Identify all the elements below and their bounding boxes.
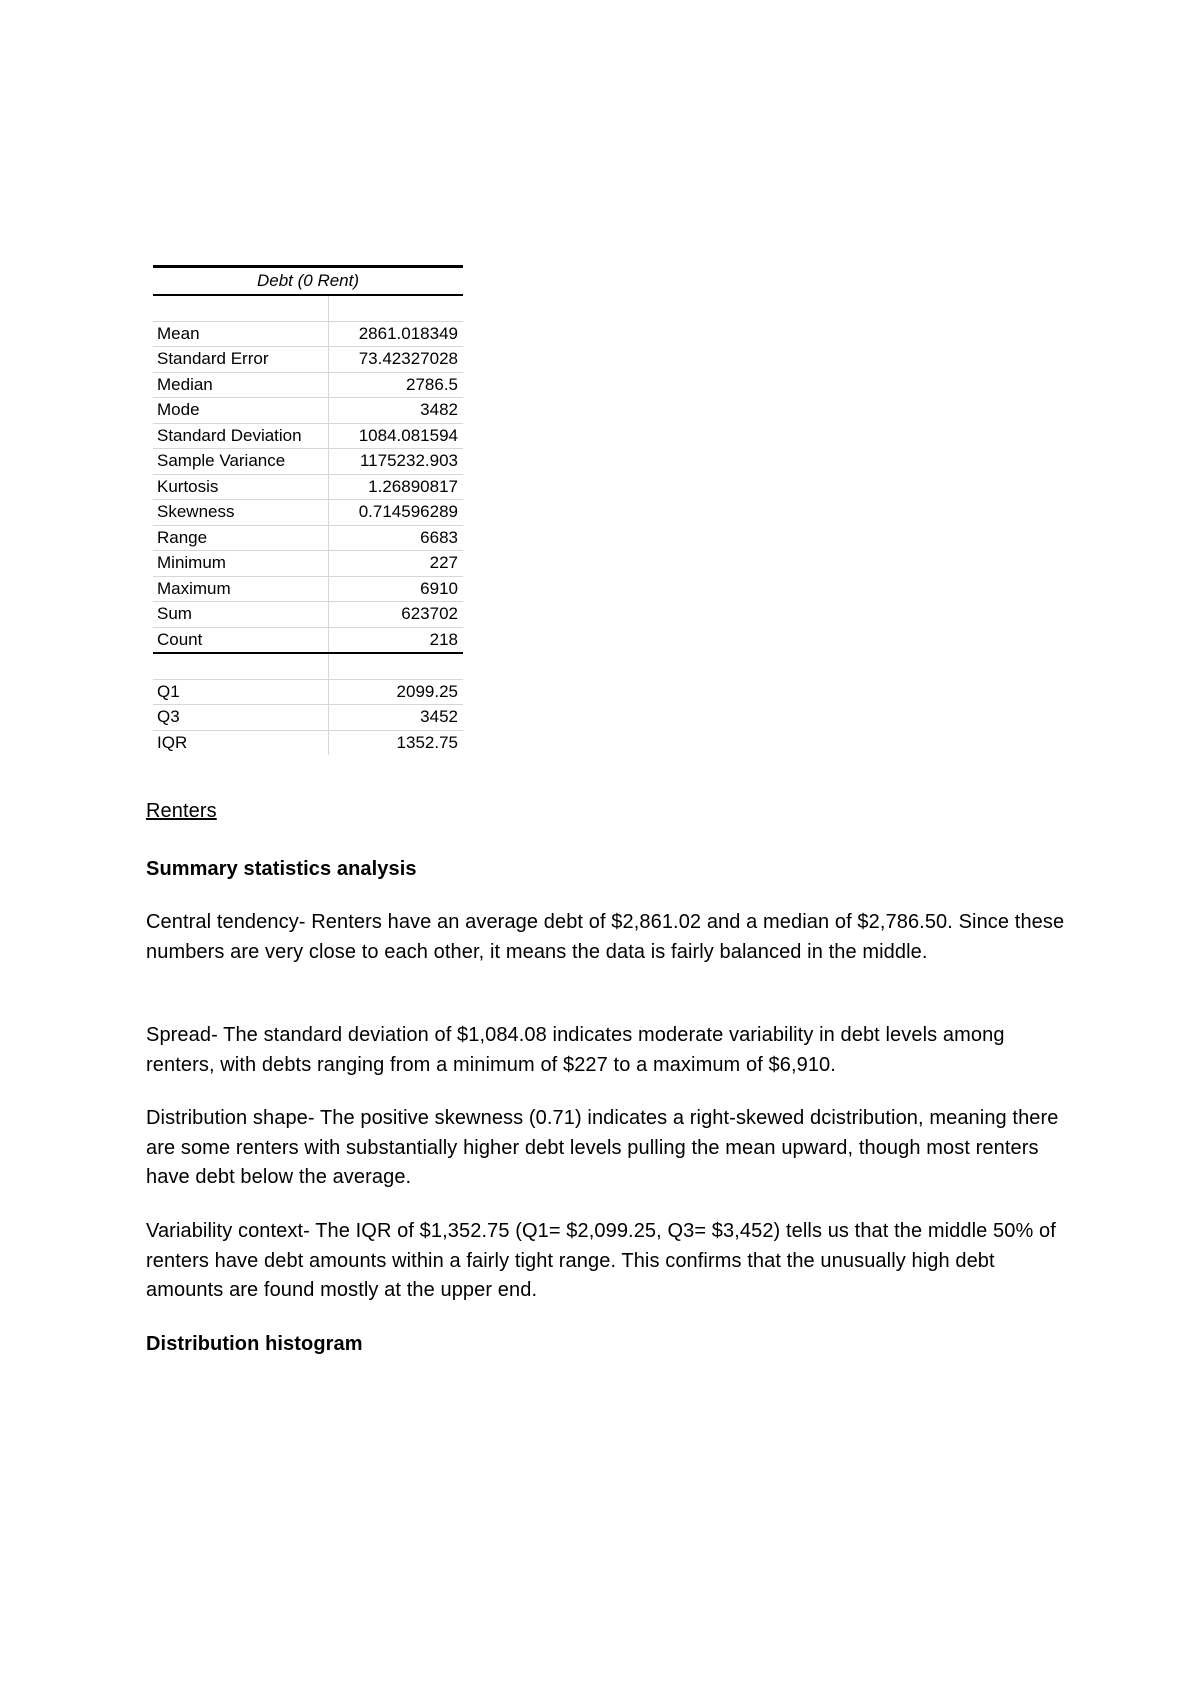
row-value: 6683 bbox=[420, 527, 458, 547]
row-label: Kurtosis bbox=[153, 475, 329, 500]
row-value: 2099.25 bbox=[396, 681, 458, 701]
row-value: 73.42327028 bbox=[358, 349, 458, 368]
table-row bbox=[153, 654, 463, 680]
table-row bbox=[153, 628, 463, 655]
row-label: Mode bbox=[153, 398, 329, 423]
table-row bbox=[153, 577, 463, 603]
table-row bbox=[153, 373, 463, 399]
paragraph-variability-context: Variability context- The IQR of $1,352.75 (Q1= $2,099.25, Q3= $3,452) tells us that the middle 50% of renters have debt amounts within a fairly tight range. This confirms that the unusually high debt amounts are found mostly at the upper end. bbox=[146, 1220, 1056, 1301]
row-label: Maximum bbox=[153, 577, 329, 602]
table-row bbox=[153, 705, 463, 731]
row-value: 1352.75 bbox=[396, 732, 458, 752]
row-label: Median bbox=[153, 373, 329, 398]
table-row bbox=[153, 551, 463, 577]
row-value: 218 bbox=[429, 629, 458, 649]
row-value: 2786.5 bbox=[406, 374, 458, 394]
row-label: Skewness bbox=[153, 500, 329, 525]
row-label: Sum bbox=[153, 602, 329, 627]
stats-table-title: Debt (0 Rent) bbox=[153, 265, 463, 296]
table-row bbox=[153, 347, 463, 373]
row-label: Range bbox=[153, 526, 329, 551]
row-value: 623702 bbox=[401, 604, 458, 623]
row-label: IQR bbox=[153, 731, 329, 756]
table-row bbox=[153, 475, 463, 501]
table-row bbox=[153, 602, 463, 628]
table-row bbox=[153, 680, 463, 706]
table-row bbox=[153, 500, 463, 526]
table-row bbox=[153, 296, 463, 322]
row-value: 6910 bbox=[420, 578, 458, 598]
row-value: 1084.081594 bbox=[358, 425, 458, 445]
row-value: 1175232.903 bbox=[359, 451, 458, 470]
table-row bbox=[153, 322, 463, 348]
row-label: Q3 bbox=[153, 705, 329, 730]
row-label: Standard Deviation bbox=[153, 424, 329, 449]
paragraph-spread: Spread- The standard deviation of $1,084.08 indicates moderate variability in debt levels among renters, with debts ranging from a minimum of $227 to a maximum of $6,910. bbox=[146, 1024, 1005, 1076]
row-value: 1.26890817 bbox=[368, 476, 458, 496]
table-row bbox=[153, 731, 463, 756]
descriptive-stats-table bbox=[153, 265, 463, 755]
row-value: 2861.018349 bbox=[358, 323, 458, 343]
row-label: Minimum bbox=[153, 551, 329, 576]
table-row bbox=[153, 398, 463, 424]
table-row bbox=[153, 526, 463, 552]
histogram-heading: Distribution histogram bbox=[146, 1333, 363, 1355]
row-value: 227 bbox=[429, 553, 458, 572]
table-row bbox=[153, 424, 463, 450]
row-label: Mean bbox=[153, 322, 329, 347]
summary-heading: Summary statistics analysis bbox=[146, 858, 417, 880]
row-value: 3482 bbox=[420, 400, 458, 419]
row-label: Q1 bbox=[153, 680, 329, 705]
table-row bbox=[153, 449, 463, 475]
paragraph-central-tendency: Central tendency- Renters have an average debt of $2,861.02 and a median of $2,786.50. Since these numbers are very close to each other, it means the data is fairly balanced in the middle. bbox=[146, 911, 1065, 963]
row-label: Sample Variance bbox=[153, 449, 329, 474]
paragraph-distribution-shape: Distribution shape- The positive skewness (0.71) indicates a right-skewed dcistribution, meaning there are some renters with substantially higher debt levels pulling the mean upward, though most renters have debt below the average. bbox=[146, 1107, 1059, 1188]
row-label: Count bbox=[153, 628, 329, 653]
row-label: Standard Error bbox=[153, 347, 329, 372]
row-value: 3452 bbox=[420, 707, 458, 726]
row-value: 0.714596289 bbox=[358, 502, 458, 521]
section-title: Renters bbox=[146, 800, 217, 822]
